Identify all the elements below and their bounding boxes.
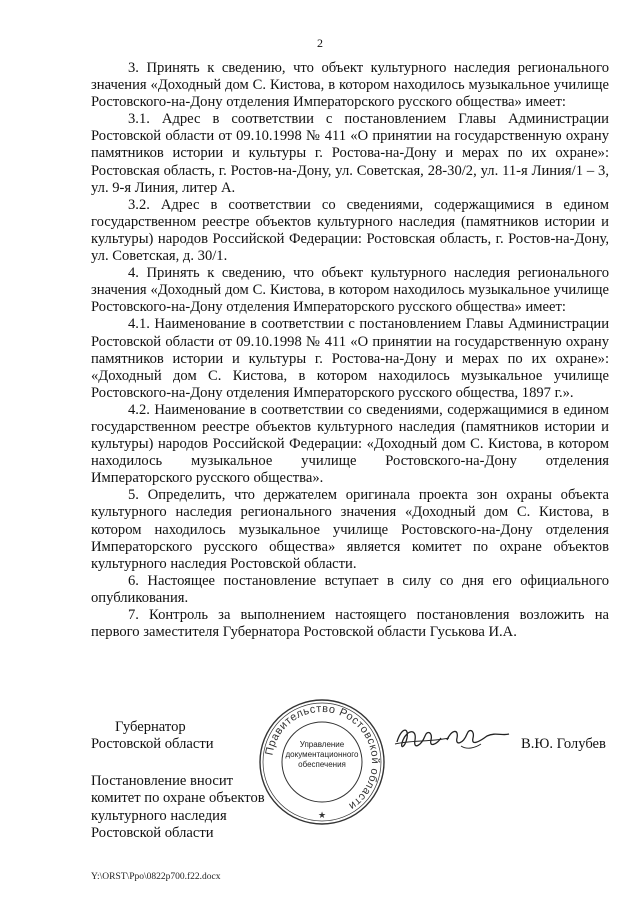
signer-region: Ростовской области [91,736,214,752]
submitter-line: Ростовской области [91,824,214,841]
stamp-inner-line: обеспечения [298,760,346,769]
submitter-line: культурного наследия [91,807,227,824]
paragraph-3-2: 3.2. Адрес в соответствии со сведениями, содержащимися в едином государственном реестре объектов культурного наследия (памятников истории и культуры) народов Российской Федерации: Ростовская область, г. Ростов-на-Дону, ул. Советская, д. 30/1. [91,196,609,265]
signer-name: В.Ю. Голубев [521,736,606,752]
submitter-note [91,773,341,842]
submitter-line: комитет по охране объектов [91,790,265,807]
submitter-line: Постановление вносит [91,773,234,789]
paragraph-4-1: 4.1. Наименование в соответствии с постановлением Главы Администрации Ростовской области от 09.10.1998 № 411 «О принятии на государственную охрану памятников истории и культуры г. Ростова-на-Дону и мерах по их охране»: «Доходный дом С. Кистова, в котором находилось музыкальное училище Ростовского-на-Дону отделения Императорского русского общества, 1897 г.». [91,316,609,401]
file-path: Y:\ORST\Ppo\0822p700.f22.docx [91,872,221,882]
stamp-inner-line: Управление [299,740,345,749]
paragraph-7: 7. Контроль за выполнением настоящего постановления возложить на первого заместителя Губернатора Ростовской области Гуськова И.А. [91,607,609,641]
paragraph-4: 4. Принять к сведению, что объект культурного наследия регионального значения «Доходный дом С. Кистова, в котором находилось музыкальное училище Ростовского-на-Дону отделения Императорского русского общества» имеет: [91,265,609,316]
paragraph-3-1: 3.1. Адрес в соответствии с постановлением Главы Администрации Ростовской области от 09.10.1998 № 411 «О принятии на государственную охрану памятников истории и культуры г. Ростова-на-Дону и мерах по их охране»: Ростовская область, г. Ростов-на-Дону, ул. Советская, 28-30/2, ул. 11-я Линия/1 – 3, ул. 9-я Линия, литер А. [91,111,609,196]
stamp-ring-text: Правительство Ростовской области [263,702,382,813]
page-number: 2 [317,36,323,50]
signer-title: Губернатор [115,719,186,735]
paragraph-4-2: 4.2. Наименование в соответствии со сведениями, содержащимися в едином государственном реестре объектов культурного наследия (памятников истории и культуры) народов Российской Федерации: «Доходный дом С. Кистова, в котором находилось музыкальное училище Ростовского-на-Дону отделения Императорского русского общества». [91,401,609,487]
paragraph-6: 6. Настоящее постановление вступает в силу со дня его официального опубликования. [91,572,609,606]
paragraph-5: 5. Определить, что держателем оригинала проекта зон охраны объекта культурного наследия регионального значения «Доходный дом С. Кистова, в котором находилось музыкальное училище Ростовского-на-Дону отделения Императорского русского общества» является комитет по охране объектов культурного наследия Ростовской области. [91,487,609,572]
handwritten-signature [391,720,531,756]
document-body [91,60,609,641]
stamp-inner-line: документационного [285,750,359,759]
svg-text:★: ★ [317,810,327,820]
paragraph-3: 3. Принять к сведению, что объект культурного наследия регионального значения «Доходный дом С. Кистова, в котором находилось музыкальное училище Ростовского-на-Дону отделения Императорского русского общества» имеет: [91,60,609,111]
